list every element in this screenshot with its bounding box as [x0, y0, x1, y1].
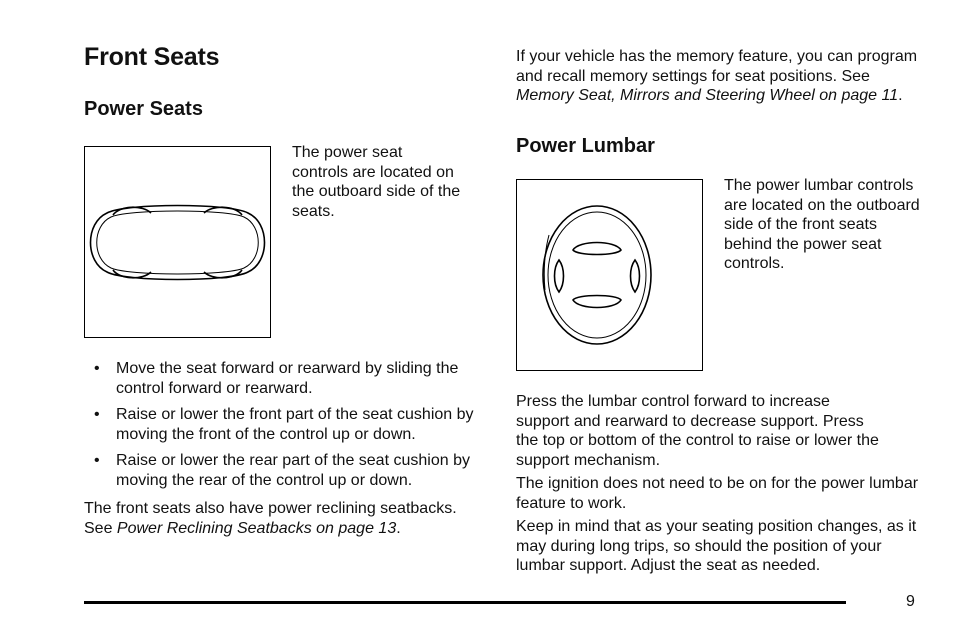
memory-reference-link[interactable]: Memory Seat, Mirrors and Steering Wheel on page 11 [516, 87, 899, 104]
list-item: • Raise or lower the front part of the seat cushion by moving the front of the control up or down. [94, 406, 474, 443]
power-seats-heading: Power Seats [84, 98, 203, 120]
bullet-icon: • [94, 360, 100, 377]
reclining-paragraph: The front seats also have power reclining seatbacks. See Power Reclining Seatbacks on page 13. [84, 500, 457, 537]
lumbar-control-drawing [517, 180, 701, 369]
lumbar-paragraph-1: Press the lumbar control forward to increase support and rearward to decrease support. Press the top or bottom of the control to raise or lower the support mechanism. [516, 393, 879, 469]
power-seat-figure-caption: The power seat controls are located on the outboard side of the seats. [292, 144, 461, 220]
footer-rule [84, 601, 846, 604]
page-title: Front Seats [84, 43, 220, 71]
bullet-icon: • [94, 452, 100, 469]
lumbar-paragraph-3: Keep in mind that as your seating position changes, as it may during long trips, so should the position of your lumbar support. Adjust the seat as needed. [516, 518, 917, 574]
memory-paragraph: If your vehicle has the memory feature, you can program and recall memory settings for seat positions. See Memory Seat, Mirrors and Steering Wheel on page 11. [516, 48, 918, 104]
seat-control-drawing [85, 147, 269, 336]
power-seat-control-illustration [84, 146, 271, 338]
bullet-icon: • [94, 406, 100, 423]
list-item: • Raise or lower the rear part of the seat cushion by moving the rear of the control up or down. [94, 452, 470, 489]
power-seat-bullet-list [94, 359, 489, 497]
power-lumbar-figure-caption: The power lumbar controls are located on the outboard side of the front seats behind the power seat controls. [724, 177, 920, 272]
power-lumbar-control-illustration [516, 179, 703, 371]
lumbar-paragraph-2: The ignition does not need to be on for the power lumbar feature to work. [516, 475, 919, 512]
reclining-reference-link[interactable]: Power Reclining Seatbacks on page 13 [116, 519, 397, 537]
page-number: 9 [906, 593, 915, 610]
list-item: • Move the seat forward or rearward by sliding the control forward or rearward. [94, 360, 459, 397]
power-lumbar-heading: Power Lumbar [516, 135, 655, 157]
